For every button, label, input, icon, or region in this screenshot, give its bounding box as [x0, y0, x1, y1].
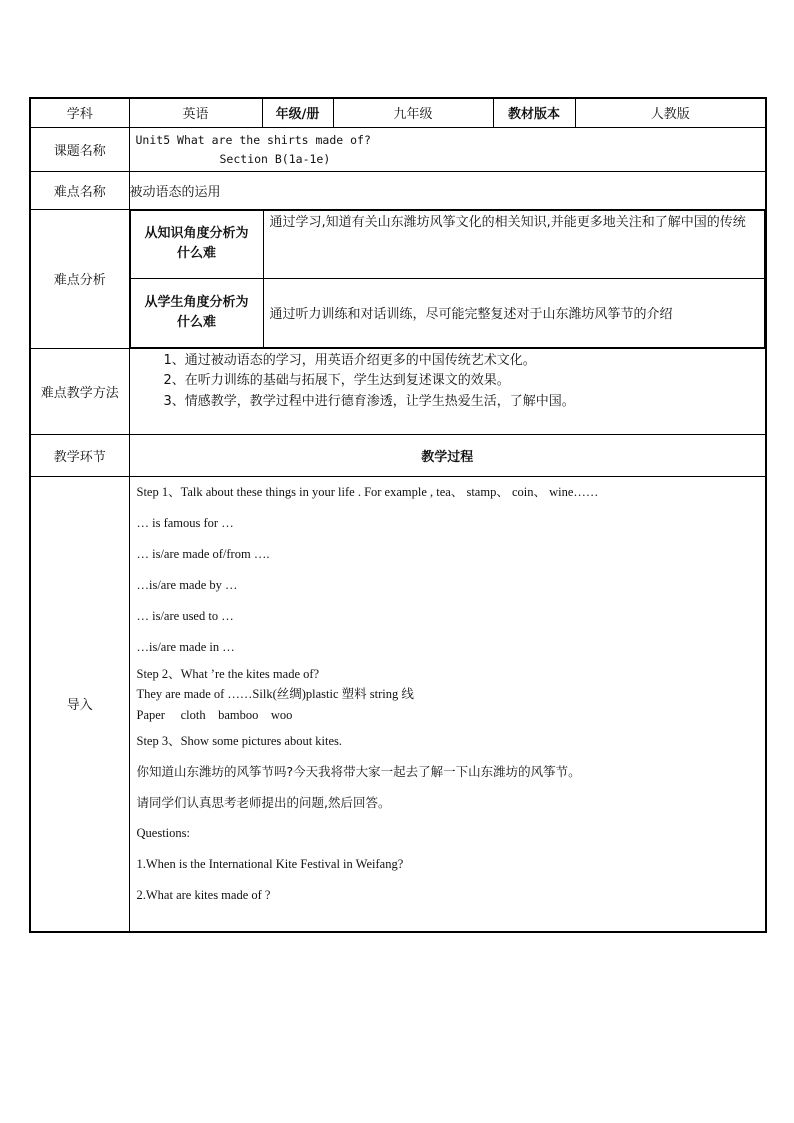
pattern-1: … is famous for … — [136, 515, 234, 530]
method-item-3: 3、情感教学，教学过程中进行德育渗透，让学生热爱生活，了解中国。 — [163, 393, 575, 409]
pattern-3: …is/are made by … — [136, 577, 238, 592]
method-row — [30, 348, 766, 434]
grade-label: 年级/册 — [262, 98, 333, 127]
analysis-row — [30, 209, 766, 348]
subject-label: 学科 — [30, 98, 129, 127]
step-3: Step 3、Show some pictures about kites. — [136, 733, 343, 748]
difficulty-row — [30, 171, 766, 209]
materials-line-1: They are made of ……Silk(丝绸)plastic 塑料 string 线 — [136, 686, 414, 701]
analysis-label: 难点分析 — [30, 209, 129, 348]
intro-row — [30, 476, 766, 932]
pattern-2: … is/are made of/from …. — [136, 546, 270, 561]
edition-label: 教材版本 — [493, 98, 575, 127]
process-header-row — [30, 434, 766, 476]
grade-value: 九年级 — [333, 98, 493, 127]
materials-line-2: Paper cloth bamboo woo — [136, 707, 293, 722]
lesson-plan-table — [29, 97, 767, 933]
difficulty-value: 被动语态的运用 — [129, 171, 766, 209]
topic-label: 课题名称 — [30, 127, 129, 171]
analysis-subtable — [130, 210, 766, 348]
topic-line-1: Unit5 What are the shirts made of? — [135, 132, 371, 147]
intro-zh-1: 你知道山东潍坊的风筝节吗?今天我将带大家一起去了解一下山东潍坊的风筝节。 — [136, 763, 581, 779]
topic-cell — [129, 127, 766, 171]
student-text: 通过听力训练和对话训练，尽可能完整复述对于山东潍坊风筝节的介绍 — [263, 278, 765, 347]
process-title: 教学过程 — [129, 434, 766, 476]
difficulty-label: 难点名称 — [30, 171, 129, 209]
header-row — [30, 98, 766, 127]
student-row — [130, 278, 765, 347]
intro-label: 导入 — [30, 476, 129, 932]
knowledge-label: 从知识角度分析为什么难 — [130, 210, 263, 278]
pattern-4: … is/are used to … — [136, 608, 234, 623]
step-2: Step 2、What ’re the kites made of? — [136, 666, 320, 681]
process-label: 教学环节 — [30, 434, 129, 476]
topic-line-2: Section B(1a-1e) — [219, 151, 331, 166]
pattern-5: …is/are made in … — [136, 639, 235, 654]
method-cell — [129, 348, 766, 434]
subject-value: 英语 — [129, 98, 262, 127]
intro-zh-2: 请同学们认真思考老师提出的问题,然后回答。 — [136, 794, 391, 810]
edition-value: 人教版 — [575, 98, 766, 127]
analysis-cell — [129, 209, 766, 348]
method-label: 难点教学方法 — [30, 348, 129, 434]
student-label: 从学生角度分析为什么难 — [130, 278, 263, 347]
method-item-2: 2、在听力训练的基础与拓展下，学生达到复述课文的效果。 — [163, 373, 510, 388]
step-1: Step 1、Talk about these things in your life . For example , tea、 stamp、 coin、 wine…… — [136, 484, 599, 499]
topic-row — [30, 127, 766, 171]
method-item-1: 1、通过被动语态的学习，用英语介绍更多的中国传统艺术文化。 — [163, 352, 536, 368]
knowledge-row — [130, 210, 765, 278]
question-2: 2.What are kites made of ? — [136, 887, 271, 902]
knowledge-text: 通过学习,知道有关山东潍坊风筝文化的相关知识,并能更多地关注和了解中国的传统 — [263, 210, 765, 278]
question-1: 1.When is the International Kite Festival in Weifang? — [136, 856, 404, 871]
questions-label: Questions: — [136, 825, 190, 840]
intro-cell — [129, 476, 766, 932]
